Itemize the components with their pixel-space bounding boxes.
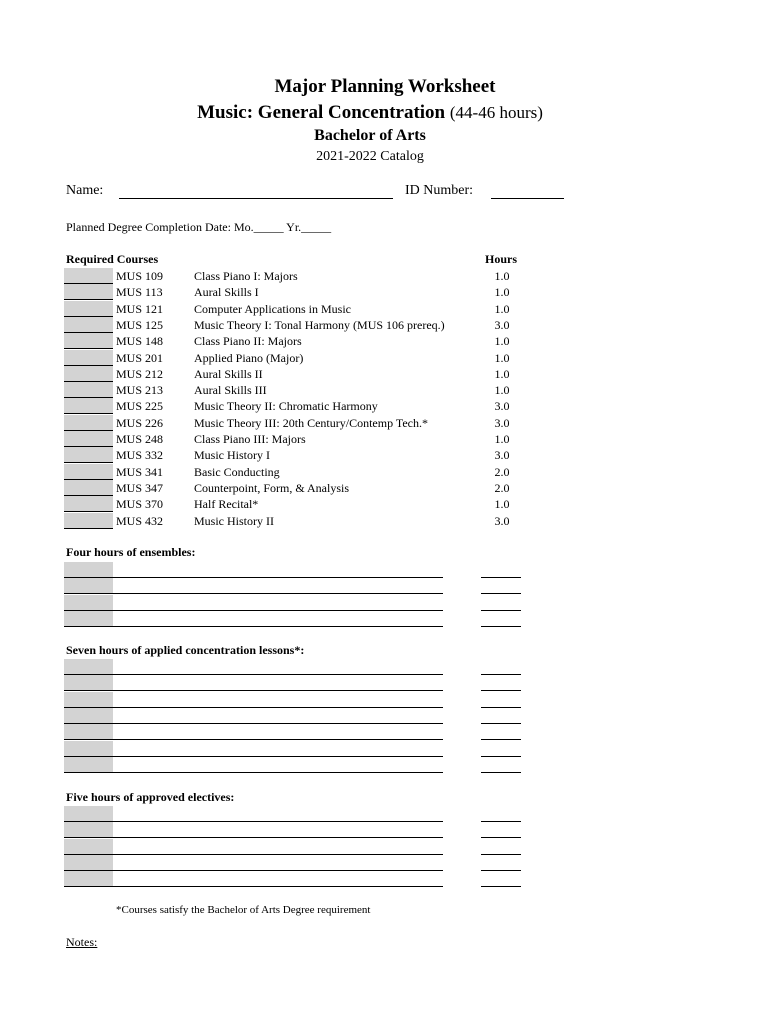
course-code: MUS 248 — [116, 432, 164, 446]
course-code: MUS 113 — [116, 285, 163, 299]
concentration-name: Music: General Concentration — [197, 102, 446, 123]
course-code: MUS 201 — [116, 351, 164, 365]
course-row — [64, 333, 524, 349]
completion-checkbox[interactable] — [64, 350, 113, 366]
hours-entry-line[interactable] — [481, 772, 521, 773]
course-row — [64, 415, 524, 431]
course-row — [64, 447, 524, 463]
completion-checkbox[interactable] — [64, 447, 113, 463]
course-code: MUS 432 — [116, 514, 164, 528]
course-name: Class Piano II: Majors — [194, 334, 302, 348]
ensembles-heading: Four hours of ensembles: — [66, 545, 196, 559]
hours-entry-line[interactable] — [481, 626, 521, 627]
blank-entry-row — [64, 578, 524, 594]
completion-checkbox[interactable] — [64, 806, 113, 822]
course-name: Music History II — [194, 514, 274, 528]
degree-title: Bachelor of Arts — [314, 127, 426, 144]
course-hours: 3.0 — [494, 416, 510, 430]
completion-checkbox[interactable] — [64, 871, 113, 887]
required-courses-heading: Required Courses — [66, 252, 159, 266]
course-hours: 1.0 — [494, 269, 510, 283]
course-row — [64, 480, 524, 496]
course-row — [64, 382, 524, 398]
course-hours: 1.0 — [494, 334, 510, 348]
course-name: Counterpoint, Form, & Analysis — [194, 481, 350, 495]
completion-checkbox[interactable] — [64, 301, 113, 317]
notes-label: Notes: — [66, 935, 98, 949]
course-name: Applied Piano (Major) — [194, 351, 304, 365]
completion-checkbox[interactable] — [64, 366, 113, 382]
completion-checkbox[interactable] — [64, 398, 113, 414]
course-hours: 1.0 — [494, 497, 510, 511]
course-code: MUS 125 — [116, 318, 164, 332]
completion-checkbox[interactable] — [64, 284, 113, 300]
completion-checkbox[interactable] — [64, 708, 113, 724]
completion-date-label[interactable]: Planned Degree Completion Date: Mo._____ Yr._____ — [66, 220, 332, 234]
completion-checkbox[interactable] — [64, 562, 113, 578]
course-hours: 1.0 — [494, 432, 510, 446]
completion-checkbox[interactable] — [64, 757, 113, 773]
completion-checkbox[interactable] — [64, 431, 113, 447]
course-name: Class Piano I: Majors — [194, 269, 298, 283]
course-name: Class Piano III: Majors — [194, 432, 306, 446]
course-hours: 2.0 — [494, 481, 510, 495]
course-code: MUS 370 — [116, 497, 164, 511]
id-number-field[interactable] — [491, 198, 564, 199]
course-entry-line[interactable] — [113, 739, 443, 740]
course-hours: 1.0 — [494, 302, 510, 316]
course-code: MUS 332 — [116, 448, 164, 462]
completion-checkbox[interactable] — [64, 496, 113, 512]
completion-checkbox[interactable] — [64, 611, 113, 627]
blank-entry-row — [64, 806, 524, 822]
electives-heading: Five hours of approved electives: — [66, 790, 235, 804]
course-code: MUS 213 — [116, 383, 164, 397]
completion-checkbox[interactable] — [64, 382, 113, 398]
completion-checkbox[interactable] — [64, 855, 113, 871]
course-entry-line[interactable] — [113, 772, 443, 773]
blank-entry-row — [64, 839, 524, 855]
course-entry-line[interactable] — [113, 886, 443, 887]
course-name: Basic Conducting — [194, 465, 280, 479]
course-row — [64, 366, 524, 382]
completion-checkbox[interactable] — [64, 464, 113, 480]
course-hours: 3.0 — [494, 318, 510, 332]
course-row — [64, 431, 524, 447]
course-code: MUS 225 — [116, 399, 164, 413]
hours-entry-line[interactable] — [481, 593, 521, 594]
blank-entry-row — [64, 822, 524, 838]
blank-entry-row — [64, 562, 524, 578]
course-name: Music Theory III: 20th Century/Contemp Tech.* — [194, 416, 429, 430]
page-title: Major Planning Worksheet — [274, 76, 496, 97]
completion-checkbox[interactable] — [64, 741, 113, 757]
blank-entry-row — [64, 757, 524, 773]
lessons-heading: Seven hours of applied concentration lessons*: — [66, 643, 305, 657]
course-name: Half Recital* — [194, 497, 259, 511]
blank-entry-row — [64, 675, 524, 691]
course-code: MUS 148 — [116, 334, 164, 348]
completion-checkbox[interactable] — [64, 480, 113, 496]
course-row — [64, 350, 524, 366]
course-entry-line[interactable] — [113, 626, 443, 627]
completion-checkbox[interactable] — [64, 317, 113, 333]
hours-heading: Hours — [485, 252, 518, 266]
hours-entry-line[interactable] — [481, 886, 521, 887]
course-name: Computer Applications in Music — [194, 302, 351, 316]
course-row — [64, 317, 524, 333]
completion-checkbox[interactable] — [64, 578, 113, 594]
blank-entry-row — [64, 855, 524, 871]
completion-checkbox[interactable] — [64, 822, 113, 838]
course-code: MUS 109 — [116, 269, 164, 283]
name-label: Name: — [66, 183, 104, 198]
course-row — [64, 496, 524, 512]
hours-entry-line[interactable] — [481, 690, 521, 691]
blank-entry-row — [64, 724, 524, 740]
completion-checkbox[interactable] — [64, 675, 113, 691]
blank-entry-row — [64, 595, 524, 611]
completion-checkbox[interactable] — [64, 595, 113, 611]
blank-entry-row — [64, 741, 524, 757]
completion-checkbox[interactable] — [64, 839, 113, 855]
course-hours: 1.0 — [494, 383, 510, 397]
blank-entry-row — [64, 708, 524, 724]
completion-checkbox[interactable] — [64, 513, 113, 529]
footnote: *Courses satisfy the Bachelor of Arts Degree requirement — [116, 904, 371, 916]
completion-checkbox[interactable] — [64, 659, 113, 675]
course-row — [64, 301, 524, 317]
course-row — [64, 284, 524, 300]
course-entry-line[interactable] — [113, 690, 443, 691]
course-name: Music History I — [194, 448, 270, 462]
course-entry-line[interactable] — [113, 593, 443, 594]
course-hours: 1.0 — [494, 285, 510, 299]
course-code: MUS 121 — [116, 302, 164, 316]
course-name: Music Theory II: Chromatic Harmony — [194, 399, 378, 413]
hours-entry-line[interactable] — [481, 739, 521, 740]
completion-checkbox[interactable] — [64, 692, 113, 708]
course-hours: 3.0 — [494, 448, 510, 462]
course-name: Aural Skills III — [194, 383, 267, 397]
completion-checkbox[interactable] — [64, 268, 113, 284]
course-row — [64, 513, 524, 529]
hours-entry-line[interactable] — [481, 837, 521, 838]
course-hours: 1.0 — [494, 367, 510, 381]
id-number-label: ID Number: — [405, 183, 474, 198]
blank-entry-row — [64, 611, 524, 627]
name-field[interactable] — [119, 198, 393, 199]
course-hours: 3.0 — [494, 399, 510, 413]
blank-entry-row — [64, 692, 524, 708]
course-row — [64, 464, 524, 480]
catalog-year: 2021-2022 Catalog — [316, 149, 424, 164]
blank-entry-row — [64, 871, 524, 887]
course-name: Aural Skills II — [194, 367, 263, 381]
course-entry-line[interactable] — [113, 837, 443, 838]
course-hours: 2.0 — [494, 465, 510, 479]
course-row — [64, 268, 524, 284]
concentration-hours: (44-46 hours) — [449, 103, 543, 122]
course-hours: 3.0 — [494, 514, 510, 528]
blank-entry-row — [64, 659, 524, 675]
course-name: Aural Skills I — [194, 285, 259, 299]
course-code: MUS 226 — [116, 416, 164, 430]
completion-checkbox[interactable] — [64, 415, 113, 431]
course-code: MUS 347 — [116, 481, 164, 495]
course-code: MUS 341 — [116, 465, 164, 479]
course-hours: 1.0 — [494, 351, 510, 365]
concentration-title — [0, 102, 740, 124]
completion-checkbox[interactable] — [64, 333, 113, 349]
completion-checkbox[interactable] — [64, 724, 113, 740]
course-code: MUS 212 — [116, 367, 164, 381]
course-row — [64, 398, 524, 414]
course-name: Music Theory I: Tonal Harmony (MUS 106 prereq.) — [194, 318, 445, 332]
